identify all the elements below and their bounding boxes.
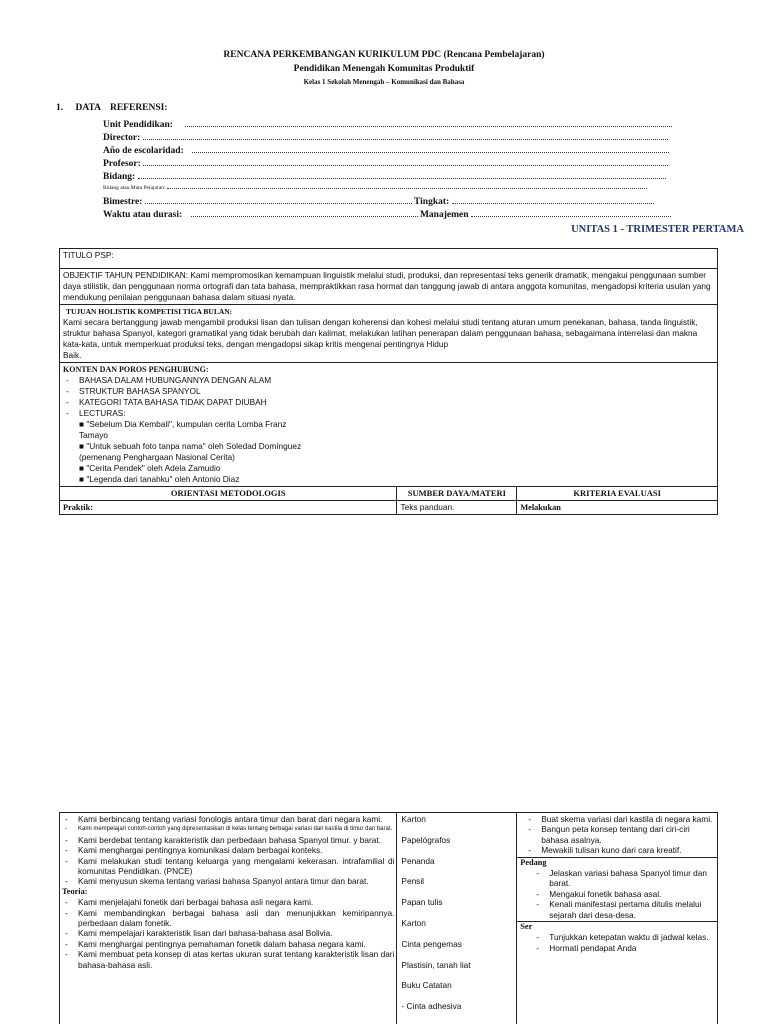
material-item: Pensil (401, 876, 425, 887)
lectura-item: Tamayo (79, 430, 109, 440)
continuation-row (60, 813, 718, 1024)
konten-empty-cell (397, 363, 718, 487)
list-item: - Tunjukkan ketepatan waktu di jadwal kelas. (533, 932, 715, 942)
field-year (103, 145, 669, 156)
lectura-item: ■ "Untuk sebuah foto tanpa nama" oleh Soledad Domínguez (79, 441, 302, 451)
field-fill-2[interactable] (452, 196, 654, 204)
header-kriteria: KRITERIA EVALUASI (517, 487, 718, 501)
teoria-label: Teoria: (62, 886, 88, 896)
field-fill[interactable] (167, 184, 647, 189)
list-item: - Kami membuat peta konsep di atas kertas ukuran surat tentang karakteristik lisan dari bahasa-bahasa asli. (62, 949, 394, 970)
orientasi-list (62, 814, 394, 887)
list-item: - KATEGORI TATA BAHASA TIDAK DAPAT DIUBAH (63, 397, 394, 408)
list-item: - Kami mempelajari contoh-contoh yang dipresentasikan di kelas tentang berbagai variasi dari kastila di timur dan barat. (62, 824, 394, 834)
titulo-cell[interactable] (60, 249, 718, 269)
konten-list (63, 375, 394, 419)
material-item: - Cinta adhesiva (401, 1001, 462, 1012)
konten-heading: KONTEN DAN POROS PENGHUBUNG: (63, 365, 209, 374)
list-item: - Kami melakukan studi tentang keluarga yang mengalami kekerasan. intrafamilial di komunitas Pendidikan. (PNCE) (62, 856, 394, 877)
list-item: - Kami berdebat tentang karakteristik dan perbedaan bahasa Spanyol timur. y barat. (62, 835, 394, 845)
list-item: - Jelaskan variasi bahasa Spanyol timur dan barat. (533, 868, 715, 889)
material-item: Penanda (401, 855, 435, 866)
row-objektif (60, 269, 718, 305)
reference-heading (56, 103, 178, 113)
list-item: - Hormati pendapat Anda (533, 943, 715, 953)
field-fill[interactable] (138, 171, 666, 179)
material-item: Papelógrafos (401, 834, 451, 845)
field-label: Bidang atau Mata Pelajaran: (103, 185, 166, 191)
materi-cell (397, 813, 517, 1024)
document-subtitle: Pendidikan Menengah Komunitas Produktif (293, 64, 475, 74)
document-subsubtitle: Kelas 1 Sekolah Menengah – Komunikasi dan Bahasa (303, 78, 465, 86)
list-item: - Kami membandingkan berbagai bahasa asli dan menunjukkan kemiripannya. perbedaan dalam fonetik. (62, 908, 394, 929)
row-col-headers (60, 487, 718, 501)
kriteria-list-1 (517, 813, 717, 858)
material-item: Karton (401, 917, 426, 928)
field-label: Director: (103, 133, 141, 143)
reference-number: 1. (56, 103, 64, 113)
kriteria-cell (517, 813, 718, 1024)
document-title: RENCANA PERKEMBANGAN KURIKULUM PDC (Rencana Pembelajaran) (223, 50, 545, 60)
objektif-cell (60, 269, 718, 305)
titulo-label: TITULO PSP: (63, 250, 114, 260)
lecturas-list (63, 419, 394, 485)
material-item: Plastisin, tanah liat (401, 959, 471, 970)
tujuan-cell (60, 305, 718, 363)
row-tujuan (60, 305, 718, 363)
praktik-label: Praktik: (60, 501, 397, 515)
kriteria-list-3 (517, 932, 717, 953)
tujuan-text-2: Baik. (63, 350, 82, 360)
field-fill-2[interactable] (471, 209, 671, 217)
field-label: Bimestre: (103, 197, 143, 207)
field-label-2: Tingkat: (414, 197, 450, 207)
header-sumber: SUMBER DAYA/MATERI (397, 487, 517, 501)
lectura-item: ■ "Sebelum Dia Kembali", kumpulan cerita Lomba Franz (79, 419, 287, 429)
lectura-item: ■ "Legenda dari tanahku" oleh Antonio Diaz (79, 474, 240, 484)
objektif-text: OBJEKTIF TAHUN PENDIDIKAN: Kami mempromosikan kemampuan linguistik melalui studi, produksi, dan representasi teks generik dramatik, mengakui penggunaan sumber daya stilistik, dan penggunaan norma ortografi dan tata bahasa, mempraktikkan rasa hormat dan tanggung jawab di antara anggota komunitas, mengadopsi kriteria usulan yang mendukung penilaian penggunaan bahasa dalam situasi nyata. (63, 270, 711, 302)
reference-title: DATA REFERENSI: (75, 103, 168, 113)
lectura-item: (pemenang Penghargaan Nasional Cerita) (79, 452, 235, 462)
teoria-list (62, 897, 394, 970)
konten-cell (60, 363, 397, 487)
field-label-2: Manajemen (419, 210, 469, 220)
list-item: - Mewakili tulisan kuno dari cara kreatif. (525, 845, 715, 855)
praktik-kriteria: Melakukan (517, 501, 718, 515)
header-orientasi: ORIENTASI METODOLOGIS (60, 487, 397, 501)
field-duration (103, 209, 671, 220)
material-item: Buku Catatan (401, 980, 452, 991)
list-item: - BAHASA DALAM HUBUNGANNYA DENGAN ALAM (63, 375, 394, 386)
continuation-table (59, 812, 718, 1024)
material-item: Papan tulis (401, 897, 443, 908)
field-fill[interactable] (145, 196, 412, 204)
field-fill[interactable] (191, 209, 418, 217)
row-praktik (60, 501, 718, 515)
field-unit (103, 119, 672, 130)
field-label: Profesor: (103, 159, 141, 169)
list-item: - Kami menghargai pentingnya pemahaman fonetik dalam bahasa negara kami. (62, 939, 394, 949)
row-konten (60, 363, 718, 487)
list-item: - Buat skema variasi dari kastila di negara kami. (525, 814, 715, 824)
field-professor (103, 158, 668, 169)
field-fill[interactable] (143, 132, 668, 140)
praktik-material: Teks panduan. (397, 501, 517, 515)
list-item: - LECTURAS: (63, 408, 394, 419)
list-item: - Kenali manifestasi pertama ditulis melalui sejarah dari desa-desa. (533, 899, 715, 920)
field-fill[interactable] (192, 145, 669, 153)
field-fill[interactable] (143, 158, 668, 166)
row-titulo (60, 249, 718, 269)
kriteria-list-2 (517, 868, 717, 922)
field-label: Año de escolaridad: (103, 146, 184, 156)
field-director (103, 132, 668, 143)
list-item: - Kami menghargai pentingnya komunikasi dalam berbagai konteks. (62, 845, 394, 855)
material-item: Cinta pengemas (401, 938, 462, 949)
field-subject (103, 184, 647, 191)
unit-title: UNITAS 1 - TRIMESTER PERTAMA (571, 224, 744, 235)
tujuan-text: Kami secara bertanggung jawab mengambil produksi lisan dan tulisan dengan koherensi dan kohesi melalui studi tentang aturan umum penekanan, bahasa, tanda linguistik, struktur bahasa Spanyol, kategori gramatikal yang tidak berubah dan kalimat, melakukan latihan penerapan dalam penggunaan bahasa, sebagaimana interrelasi dan makna kata-kata, untuk memperkuat produksi teks, dengan mengadopsi sikap kritis mengenai pentingnya Hidup (63, 317, 698, 349)
list-item: - Kami mempelajari karakteristik lisan dari bahasa-bahasa asal Bolivia. (62, 928, 394, 938)
field-bidang (103, 171, 666, 182)
list-item: - STRUKTUR BAHASA SPANYOL (63, 386, 394, 397)
material-item: Karton (401, 814, 426, 824)
field-fill[interactable] (185, 119, 672, 127)
field-label: Bidang: (103, 172, 136, 182)
list-item: - Kami berbincang tentang variasi fonologis antara timur dan barat dari negara kami. (62, 814, 394, 824)
list-item: - Bangun peta konsep tentang dari ciri-ciri bahasa asalnya. (525, 824, 715, 845)
field-label: Unit Pendidikan: (103, 120, 173, 130)
orientasi-cell (60, 813, 397, 1024)
field-bimestre (103, 196, 654, 207)
list-item: - Kami menjelajahi fonetik dari berbagai bahasa asli negara kami. (62, 897, 394, 907)
list-item: - Mengakui fonetik bahasa asal. (533, 889, 715, 899)
field-label: Waktu atau durasi: (103, 210, 183, 220)
list-item: - Kami menyusun skema tentang variasi bahasa Spanyol antara timur dan barat. (62, 876, 394, 886)
ser-label: Ser (520, 922, 533, 932)
lectura-item: ■ "Cerita Pendek" oleh Adela Zamudio (79, 463, 221, 473)
curriculum-table (59, 248, 718, 515)
pedang-label: Pedang (520, 857, 547, 867)
tujuan-heading: TUJUAN HOLISTIK KOMPETISI TIGA BULAN: (66, 307, 233, 316)
